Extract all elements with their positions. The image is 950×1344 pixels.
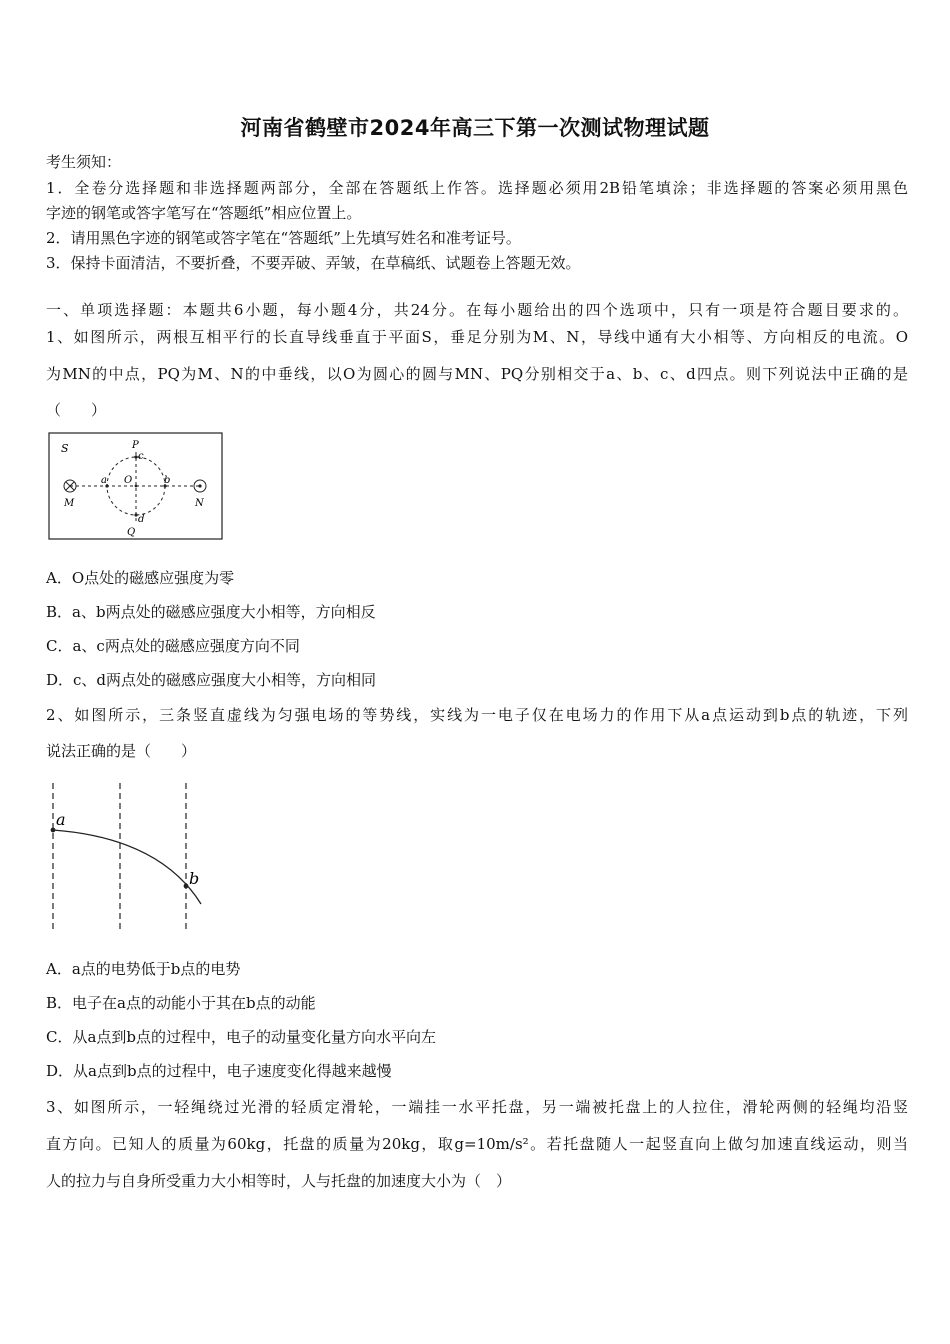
q2-label-b: b <box>189 869 200 888</box>
q1-label-o: O <box>124 475 133 486</box>
q1-label-c: c <box>138 451 144 462</box>
q1-stem-line-2: 为MN的中点，PQ为M、N的中垂线，以O为圆心的圆与MN、PQ分别相交于a、b、c、d四点。则下列说法中正确的是 <box>46 365 908 383</box>
q3-stem-line-1: 3、如图所示，一轻绳绕过光滑的轻质定滑轮，一端挂一水平托盘，另一端被托盘上的人拉住，滑轮两侧的轻绳均沿竖 <box>46 1098 908 1116</box>
q1-stem-line-1: 1、如图所示，两根互相平行的长直导线垂直于平面S，垂足分别为M、N，导线中通有大小相等、方向相反的电流。O <box>46 328 908 346</box>
q1-figure <box>48 432 224 542</box>
q1-label-d: d <box>138 514 145 525</box>
q2-option-c: C．从a点到b点的过程中，电子的动量变化量方向水平向左 <box>46 1028 437 1046</box>
q2-figure <box>40 780 220 935</box>
section-heading: 一、单项选择题：本题共6小题，每小题4分，共24分。在每小题给出的四个选项中，只有一项是符合题目要求的。 <box>46 301 908 319</box>
q1-option-c: C．a、c两点处的磁感应强度方向不同 <box>46 637 300 655</box>
notice-item-1: 1．全卷分选择题和非选择题两部分，全部在答题纸上作答。选择题必须用2B铅笔填涂；非选择题的答案必须用黑色 <box>46 179 908 197</box>
q1-stem-line-3: （ ） <box>46 401 107 419</box>
q1-label-a: a <box>101 475 107 486</box>
q3-stem-line-2: 直方向。已知人的质量为60kg，托盘的质量为20kg，取g=10m/s²。若托盘随人一起竖直向上做匀加速直线运动，则当 <box>46 1135 908 1153</box>
q2-option-b: B．电子在a点的动能小于其在b点的动能 <box>46 994 316 1012</box>
notice-heading: 考生须知： <box>46 153 122 171</box>
q2-stem-line-1: 2、如图所示，三条竖直虚线为匀强电场的等势线，实线为一电子仅在电场力的作用下从a点运动到b点的轨迹，下列 <box>46 706 908 724</box>
q1-option-a: A．O点处的磁感应强度为零 <box>46 569 235 587</box>
q1-label-n: N <box>195 498 204 509</box>
q2-option-a: A．a点的电势低于b点的电势 <box>46 960 241 978</box>
q1-label-s: S <box>61 442 69 455</box>
q2-label-a: a <box>56 810 66 829</box>
q1-option-d: D．c、d两点处的磁感应强度大小相等，方向相同 <box>46 671 377 689</box>
q1-option-b: B．a、b两点处的磁感应强度大小相等，方向相反 <box>46 603 376 621</box>
q2-option-d: D．从a点到b点的过程中，电子速度变化得越来越慢 <box>46 1062 392 1080</box>
q3-stem-line-3: 人的拉力与自身所受重力大小相等时，人与托盘的加速度大小为（ ） <box>46 1172 512 1190</box>
q1-label-b: b <box>164 475 171 486</box>
q1-label-p: P <box>132 440 139 451</box>
q1-label-q: Q <box>127 527 136 538</box>
q1-label-m: M <box>64 498 75 509</box>
q2-stem-line-2: 说法正确的是（ ） <box>46 742 197 760</box>
notice-item-1-cont: 字迹的钢笔或答字笔写在“答题纸”相应位置上。 <box>46 204 362 222</box>
notice-item-3: 3．保持卡面清洁，不要折叠，不要弄破、弄皱，在草稿纸、试题卷上答题无效。 <box>46 254 581 272</box>
page-title: 河南省鹤壁市2024年高三下第一次测试物理试题 <box>240 116 710 140</box>
notice-item-2: 2．请用黑色字迹的钢笔或答字笔在“答题纸”上先填写姓名和准考证号。 <box>46 229 521 247</box>
